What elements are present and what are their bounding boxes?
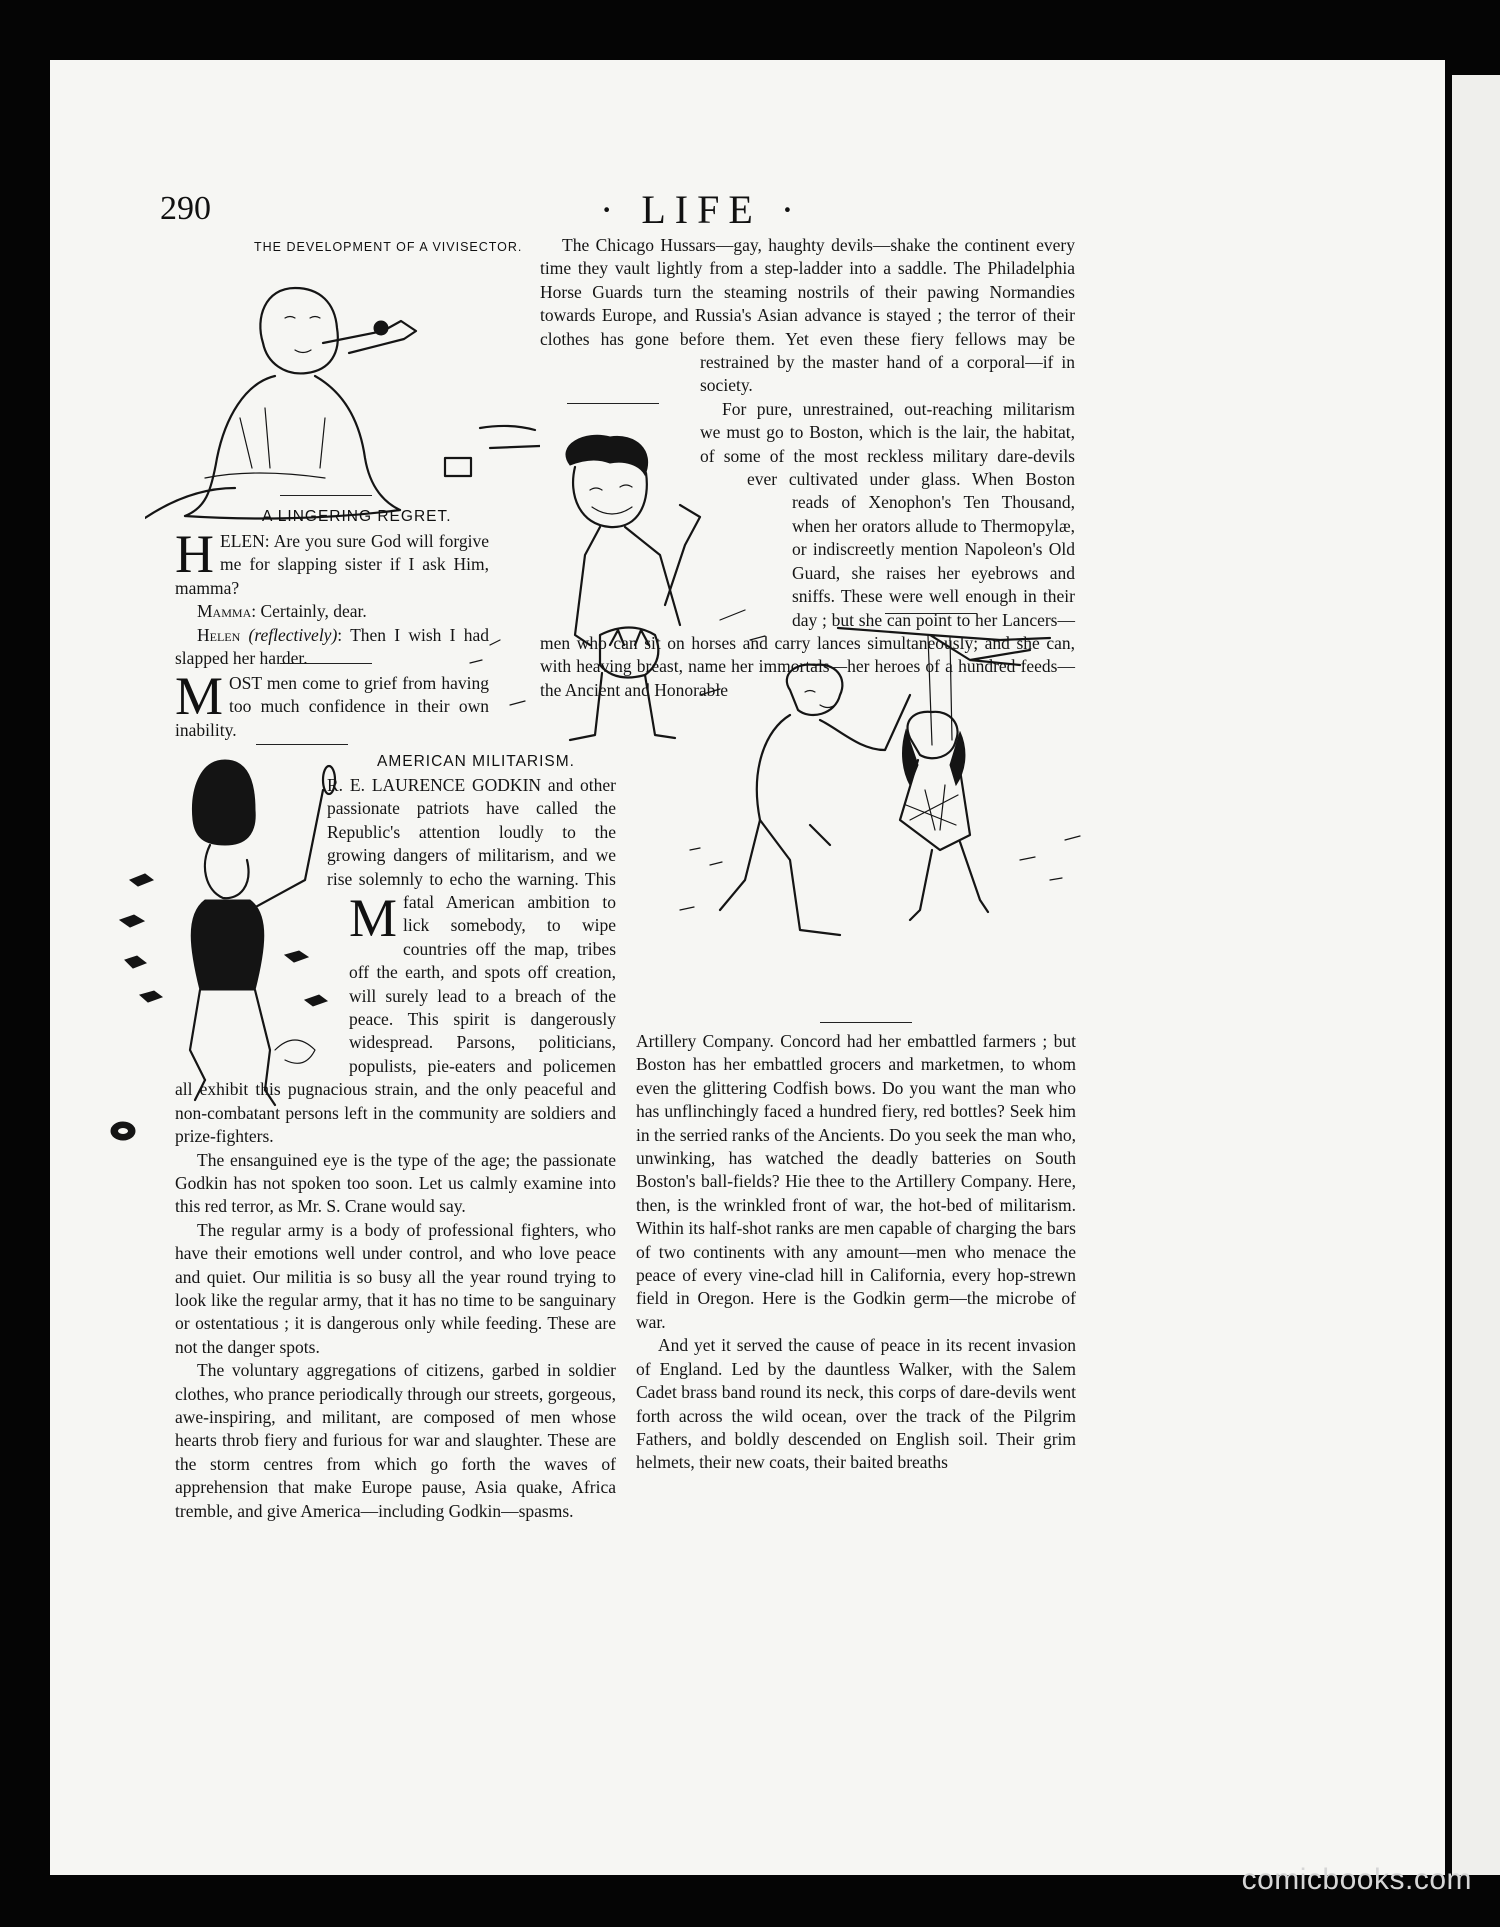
hussars-paragraph: The Chicago Hussars—gay, haughty devils—shake the continent every time they vault lightly from a step-ladder into a saddle. The Philadelphia Horse Guards turn the steaming nostrils of their pawing Normandies towards Europe, and Russia's Asian advance is stayed ; the terror of their clothes has gone before them. Yet even these fiery fellows may be restrained by the master hand of a corporal—if in society.	[540, 235, 1075, 396]
artillery-paragraph: Artillery Company. Concord had her embattled farmers ; but Boston has her embattled grocers and marketmen, to whom even the glittering Codfish bows. Do you want the man who has unflinchingly faced a hundred fiery, red bottles? Seek him in the serried ranks of the Ancients. Do you seek the man who, unwinking, has watched the deadly batteries on South Boston's ball-fields? Hie thee to the Artillery Company. Here, then, is the wrinkled front of war, the hot-bed of militarism. Within its half-shot ranks are men capable of charging the bars of two continents with any amount—men who menace the peace of every vine-clad hill in California, every hop-strewn field in Oregon. Here is the Godkin germ—the microbe of war.	[636, 1031, 1076, 1332]
drop-cap: M	[349, 888, 398, 948]
lingering-regret-title: A LINGERING REGRET.	[262, 508, 452, 525]
text-wrap	[175, 894, 349, 1078]
watermark: comicbooks.com	[1241, 1863, 1472, 1896]
speaker-mamma: Mamma	[197, 601, 252, 622]
militarism-paragraph-3: The regular army is a body of professional fighters, who have their emotions well under control, and who love peace and quiet. Our militia is so busy all the year round trying to look like the regular army, that it has no time to be sanguinary or ostentatious ; it is dangerous only while feeding. These are not the danger spots.	[175, 1219, 616, 1357]
godkin-name: R. E. LAURENCE GODKIN	[327, 775, 542, 795]
divider	[820, 1022, 912, 1023]
boy-and-girl-swing-illustration	[670, 620, 1110, 1010]
boston-paragraph: For pure, unrestrained, out-reaching militarism we must go to Boston, which is the lair, the habitat, of some of the most reckless military dare-devils ever cultivated under glass. When Boston reads of Xenophon's Ten Thousand, when her orators allude to Thermopylæ, or indiscreetly mention Napoleon's Old Guard, she raises her eyebrows and sniffs. These were well enough in their day ; but she can point to her Lancers—men who can sit on horses and carry lances simultaneously; and she can, with heaving breast, name her immortals—her heroes of a hundred feeds—the Ancient and Honorable	[540, 398, 1075, 700]
helen-question: ELEN: Are you sure God will forgive me for slapping sister if I ask Him, mamma?	[175, 531, 489, 598]
masthead: · LIFE ·	[600, 187, 804, 232]
text-wrap	[540, 514, 792, 624]
vivisector-caption: THE DEVELOPMENT OF A VIVISECTOR.	[254, 240, 523, 254]
american-militarism-title: AMERICAN MILITARISM.	[377, 753, 575, 770]
stage-direction: (reflectively)	[248, 624, 338, 645]
right-column-bottom-text	[636, 1030, 1076, 1475]
drop-cap: M	[175, 666, 224, 726]
lingering-regret-text	[175, 524, 489, 670]
american-militarism-article	[175, 774, 616, 1523]
text-wrap	[175, 774, 327, 894]
most-men-text: OST men come to grief from having too much confidence in their own inability.	[175, 673, 489, 740]
page-number: 290	[160, 190, 211, 227]
divider	[256, 744, 348, 745]
divider	[280, 495, 372, 496]
text-wrap	[540, 374, 700, 469]
next-page-edge	[1452, 75, 1500, 1875]
militarism-paragraph-1: and other passionate patriots have called the Republic's attention loudly to the growing dangers of militarism, and we rise solemnly to echo the warning. This fatal American ambition to lick somebody, to wipe countries off the map, tribes off the earth, and spots off creation, will surely lead to a breach of the peace. This spirit is dangerously widespread. Parsons, politicians, populists, pie-eaters and policemen all exhibit this pugnacious strain, and the only peaceful and non-combatant persons left in the community are soldiers and prize-fighters.	[175, 775, 616, 1147]
helmet-ornament-icon	[108, 1118, 138, 1144]
helen-reply: : Then I wish I had slapped her harder.	[175, 624, 489, 669]
drop-cap: H	[175, 524, 214, 584]
magazine-page	[50, 60, 1445, 1875]
invasion-paragraph: And yet it served the cause of peace in its recent invasion of England. Led by the dauntless Walker, with the Salem Cadet brass band round its neck, this corps of dare-devils went forth across the wild ocean, over the track of the Pilgrim Fathers, and boldly descended on English soil. Their grim helmets, their new coats, their baited breaths	[636, 1335, 1076, 1473]
militarism-paragraph-4: The voluntary aggregations of citizens, garbed in soldier clothes, who prance periodically through our streets, gorgeous, awe-inspiring, and militant, are composed of men whose hearts throb fiery and furious for war and slaughter. These are the storm centres from which go forth the waves of apprehension that make Europe pause, Asia quake, Africa tremble, and give America—including Godkin—spasms.	[175, 1360, 616, 1521]
text-wrap	[540, 469, 747, 514]
militarism-paragraph-2: The ensanguined eye is the type of the age; the passionate Godkin has not spoken too soon. Let us calmly examine into this red terror, as Mr. S. Crane would say.	[175, 1149, 616, 1217]
speaker-helen: Helen	[197, 624, 241, 645]
divider	[885, 613, 977, 614]
most-men-paragraph	[175, 666, 489, 742]
mamma-reply: : Certainly, dear.	[251, 601, 367, 622]
divider	[280, 663, 372, 664]
